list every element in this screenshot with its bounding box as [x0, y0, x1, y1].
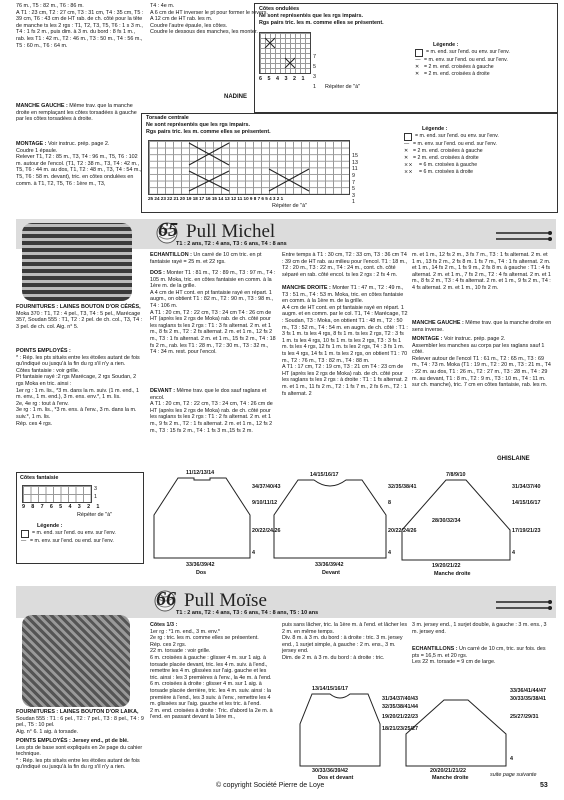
repeat-note: Répéter de "à" [272, 203, 307, 209]
assembly-instructions: MONTAGE : Voir instruc. prép. page 2. Assembler les manches au corps par les raglans sauf 1 côté. Relever autour de l'encol T1 : 61 m., T2 : 65 m., T3 : 69 m., T4 : 73 m. Moka (T1 : 19 m., T2 : 20 m., T3 : 21 m., T4 : 22 m. au dos, T1 : 26 m., T2 : 27 m., T3 : 28 m., T4 : 29 m. au devant, T1 : 8 m., T2 : 9 m., T3 : 10 m., T4 : 11 m. sur ch. manche), tric. 7 cm en côtes fantaisie, rab. les m. [412, 336, 551, 389]
repeat-note: Répéter de "à" [77, 512, 112, 518]
legend-item: ✕ = 2 m. end. croisées à droite [415, 70, 490, 77]
repeat-note: Répéter de "à" [325, 84, 360, 90]
pattern-title: Pull Moïse [184, 590, 267, 611]
cable-symbols [260, 33, 310, 73]
body: Voir instruc. prép. page 2. Coudre 1 épaule. Relever T1, T2 : 85 m., T3, T4 : 96 m., T5, T6 : 102 m. autour de l'encol. (T1, T2 : 38 m., T3, T4 : 42 m., T5, T6 : 44 m. au dos, T1, T2 : 48 m., T3, T4 : 54 m., T5, T6 : 58 m. devant), tric. en côtes ondulées en comm. à T1, T2, T5, T6 : 1ère m., T3, [16, 141, 142, 187]
cotes-ondulees-box [254, 3, 558, 113]
legend-item: — = m. env. sur l'end. ou end. sur l'env. [21, 537, 114, 544]
continuation-text-b: T4 : 4e m. A 6 cm de HT inverser le pt pour former le revers. A 12 cm de HT rab. les m. Coudre l'autre épaule, les côtes. Coudre le dessous des manches, les monter. [150, 3, 268, 36]
stitches-used: POINTS EMPLOYÉS : Jersey end., pt de blé. Les pts de base sont expliqués en 2e page du cahier technique. * : Rép. les pts situés entre les étoiles autant de fois qu'indiqué ou jusqu'à la fin du rg s'il n'y a rien. [16, 738, 143, 771]
stitch-grid [22, 485, 92, 503]
chart-note: Ne sont représentés que les rgs impairs. [259, 13, 363, 19]
heading: MANCHE GAUCHE : [16, 103, 68, 109]
stitch-grid [259, 32, 311, 74]
right-sleeve-instructions: MANCHE DROITE : Monter T1 : 47 m., T2 : 49 m., T3 : 51 m., T4 : 53 m. Moka, tric. en côtes fantaisie en comm. à la 1ère m. de la grille. A 4 cm de HT cont. en pt fantaisie rayé en répart. 1 augm. et en comm. par le col. T1, T4 : Marécage, T2 : Soudan, T3 : Moka, on obtient T1 : 48 m., T2 : 50 m., T3 : 52 m., T4 : 54 m. en augm. de ch. côté : T1 : 3 fs 1 m. ts les 4 rgs, 8 fs 1 m. ts les 2 rgs, T2 : 3 fs 1 m. ts les 4 rgs, 10 fs 1 m. ts les 2 rgs, T3 : 3 fs 1 m. ts les 4 rgs, 12 fs 1 m. ts les 2 rgs, T4 : 3 fs 1 m. ts les 4 rgs, 14 fs 1 m. ts les 2 rgs, on obtient T1 : 70 m., T2 : 76 m., T3 : 82 m., T4 : 88 m. A T1 : 17 cm, T2 : 19 cm, T3 : 21 cm T4 : 23 cm de HT (après les 2 rgs de Moka) rab. de ch. côté pour les raglans ts les 2 rgs : à droite : T1 : 1 fs alternat. 2 m. et 1 m., 11 fs 2 m., T2 : 1 fs 7 m., 2 fs 6 m., T2 : 1 fs alternat. 2 [282, 285, 408, 397]
legend-item: ✕ = 2 m. end. croisées à gauche [415, 63, 494, 70]
legend-item: = m. end. sur l'end. ou env. sur l'env. [415, 49, 550, 57]
decrease-text: puis sans lâcher, tric. la 1ère m. à l'end. et lâcher les 2 m. en même temps. Div. 8 m. à 3 m. du bord : à droite : tric. 3 m. jersey end., 1 surjet simple, à gauche : 2 m. ens., 3 m. jersey end. Dim. de 2 m. à 3 m. du bord : à droite : tric. [282, 622, 408, 661]
pattern-66-header [16, 586, 556, 618]
heading: MONTAGE : [16, 141, 47, 147]
raglan-text: m. et 1 m., 12 fs 2 m., 3 fs 7 m., T3 : 1 fs alternat. 2 m. et 1 m., 13 fs 2 m., 2 fs 8 m. 1 fs 7 m., T4 : 1 fs alternat. 2 m. et 1 m., 14 fs 2 m., 1 fs 9 m., 2 fs 8 m. à gauche : T1 : 4 fs alternat. 2 m. et 1 m., 7 fs 2 m., T2 : 4 fs alternat. 2 m. et 1 m., 8 fs 2 m., T3 : 4 fs alternat. 2 m. et 1 m., 9 fs 2 m., T4 : 4 fs alternat. 2 m. et 1 m., 10 fs 2 m. [412, 252, 553, 291]
stitches-used: POINTS EMPLOYÉS : * : Rép. les pts situés entre les étoiles autant de fois qu'indiqué ou jusqu'à la fin du rg s'il n'y a rien. Côtes fantaisie : voir grille. Pt fantaisie rayé :2 rgs Marécage, 2 rgs Soudan, 2 rgs Moka en tric. ainsi : 1er rg : 1 m. lis., *3 m. dans la m. suiv. (1 m. end., 1 m. env., 1 m. end.), 3 m. ens. env.*, 1 m. lis. 2e, 4e rg : tout à l'env. 3e rg : 1 m. lis., *3 m. ens. à l'env., 3 m. dans la m. suiv.*, 1 m. lis. Rép. ces 4 rgs. [16, 348, 140, 427]
legend: Légende : = m. end. sur l'end. ou env. sur l'env. — = m. env. sur l'end. ou end. sur l'env. ✕ = 2 m. end. croisées à gauche ✕ = 2 m. end. croisées à droite [415, 42, 550, 78]
pattern-number: 66 [156, 588, 176, 610]
assembly-instructions [16, 141, 144, 187]
row-numbers: 15 13 11 9 7 5 3 1 [352, 153, 358, 206]
pattern-65-schematics: 11/12/13/14 34/37/40/43 9/10/11/12 20/22/24/26 4 33/36/39/42 Dos 14/15/16/17 32/35/38/41 8 20/22/24/26 4 33/36/39/42 Devant 7/8/9/10 31/34/37/40 14/15/16/17 17/19/21/23 4 28/30/32/34 19/20/21/22 Manche droite [150, 470, 556, 582]
knitting-needles-icon [494, 598, 554, 612]
continued-note: suite page suivante [490, 772, 537, 778]
back-instructions: DOS : Monter T1 : 81 m., T2 : 89 m., T3 : 97 m., T4 : 105 m. Moka, tric. en côtes fantaisie en comm. à la 1ère m. de la grille. A 4 cm de HT cont. en pt fantaisie rayé en répart. 1 augm., on obtient T1 : 82 m., T2 : 90 m., T3 : 98 m., T4 : 106 m. A T1 : 20 cm, T2 : 22 cm, T3 : 24 cm T4 : 26 cm de HT (après les 2 rgs de Moka) rab. de ch. côté pour les raglans ts les 2 rgs : T1 : 3 fs alternat. 2 m. et 1 m., 8 fs 2 m., T2 : 2 fs alternat. 2 m. et 1 m., 12 fs 2 m., T3 : 1 fs alternat. 2 m. et 1 m., 15 fs 2 m., T4 : 18 fs 2 m., rab. les T1 : 28 m., T2 : 30 m., T3 : 32 m., T4 : 34 m. rest. pour l'encol. [150, 270, 276, 356]
knitting-needles-icon [494, 229, 554, 243]
rib-instructions: Côtes 1/3 : 1er rg : *1 m. end., 3 m. env.* 2e rg : tric. les m. comme elles se présentent. Rép. ces 2 rgs. 22 m. torsade : voir grille. 6 m. croisées à gauche : glisser 4 m. sur 1 aig. à torsade placée devant, tric. les 4 m. suiv. à l'end., remettre les 4 m. glissées sur l'aig. gauche et les tric. ainsi : les 3 premières à l'env., la 4e m. à l'end. 6 m. croisées à droite : glisser 4 m. sur 1 aig. à torsade placée derrière, tric. les 4 m. suiv. ainsi : la première à l'end., les 3 suiv. à l'env., remettre les 4 m. glissées sur l'aig. gauche et les tric. à l'end. 2 m. end. croisées à droite : Tric. d'abord la 2e m. à l'end. en passant devant la 1ère m., [150, 622, 273, 721]
chart-note: Ne sont représentés que les rgs impairs. [146, 122, 250, 128]
legend-item: ✕ = 2 m. end. croisées à gauche [404, 147, 483, 154]
chart-note: Rgs pairs tric. les m. comme elles se présentent. [259, 20, 384, 26]
cotes-fantaisie-box: Côtes fantaisie 3 1 9 8 7 6 5 4 3 2 1 Répéter de "à" Légende : = m. end. sur l'end. ou env. sur l'env. — = m. env. sur l'end. ou end. sur l'env. [16, 472, 144, 564]
gauge: ECHANTILLON : Un carré de 10 cm tric. en pt fantaisie rayé = 25 m. et 22 rgs. [150, 252, 263, 265]
pattern-title: Pull Michel [186, 221, 276, 242]
row-numbers: 3 1 [94, 486, 97, 500]
pattern-sizes: T1 : 2 ans, T2 : 4 ans, T3 : 6 ans, T4 : 8 ans, T5 : 10 ans [176, 610, 319, 616]
sweater-photo [22, 223, 132, 301]
decrease-text-cont: 3 m. jersey end., 1 surjet double, à gauche : 3 m. ens., 3 m. jersey end. [412, 622, 549, 635]
pattern-sizes: T1 : 2 ans, T2 : 4 ans, T3 : 6 ans, T4 : 8 ans [176, 241, 287, 247]
chart-note: Rgs pairs tric. les m. comme elles se présentent. [146, 129, 271, 135]
left-sleeve-instructions: MANCHE GAUCHE : Même trav. que la manche droite en sens inverse. [412, 320, 553, 333]
torsade-centrale-box [141, 113, 558, 213]
front-instructions: DEVANT : Même trav. que le dos sauf raglans et encol. A T1 : 20 cm, T2 : 22 cm, T3 : 24 cm, T4 : 26 cm de HT (après les 2 rgs de Moka) rab. de ch. côté pour les raglans ts les 2 rgs : T1 : 2 fs alternat. 2 m. et 1 m., 9 fs 2 m., T2 : 1 fs alternat. 2 m. et 1 m., 12 fs 2 m., T3 : 15 fs 2 m., T4 : 1 fs 3 m.,15 fs 2 m. [150, 388, 273, 434]
legend-item: ⨯⨯ = 6 m. croisées à gauche [404, 161, 478, 168]
column-numbers: 25 24 23 22 21 20 19 18 17 16 15 14 13 12 11 10 9 8 7 6 5 4 3 2 1 [148, 196, 284, 201]
column-numbers: 6 5 4 3 2 1 [259, 76, 307, 82]
legend: Légende : = m. end. sur l'end. ou env. sur l'env. — = m. env. sur l'end. ou end. sur l'env. [21, 523, 139, 545]
designer-name: NADINE [224, 94, 248, 100]
materials: FOURNITURES : LAINES BOUTON D'OR CÉRÈS, Moka 370 : T1, T2 : 4 pel., T3, T4 : 5 pel., Marécage 357, Soudan 555 : T1, T2 : 2 pel. de ch. col., T3, T4 : 3 pel. de ch. col. Aig. n° 5. [16, 304, 144, 330]
pattern-66-schematics: 13/14/15/16/17 31/34/37/40/43 32/35/38/41/44 19/20/21/22/23 18/21/23/25/27 30/33/36/39/42 Dos et devant 33/36/41/44/47 30/33/35/38/41 25/27/29/31 4 20/20/21/21/22 Manche droite [284, 686, 556, 782]
legend-item: = m. end. sur l'end. ou env. sur l'env. [21, 530, 139, 538]
row-numbers: 7 5 3 1 [313, 54, 316, 90]
materials: FOURNITURES : LAINES BOUTON D'OR LAIKA, Soudan 555 : T1 : 6 pel., T2 : 7 pel., T3 : 8 pel., T4 : 9 pel., T5 : 10 pel. Aig. n° 6. 1 aig. à torsade. [16, 709, 144, 735]
legend-item: = m. end. sur l'end. ou env. sur l'env. [404, 133, 554, 141]
chart-title: Torsade centrale [146, 115, 189, 121]
sweater-photo [22, 615, 130, 707]
designer-name: GHISLAINE [497, 456, 530, 462]
chart-title: Côtes ondulées [259, 6, 300, 12]
stitch-grid [148, 140, 350, 195]
legend: Légende : = m. end. sur l'end. ou env. sur l'env. — = m. env. sur l'end. ou end. sur l'env. ✕ = 2 m. end. croisées à gauche ✕ = 2 m. end. croisées à droite ⨯⨯ = 6 m. croisées à gauche ⨯⨯ = 6 m. croisées à droite [404, 126, 554, 176]
legend-item: ⨯⨯ = 6 m. croisées à droite [404, 168, 474, 175]
legend-item: — = m. env. sur l'end. ou end. sur l'env. [404, 140, 497, 147]
column-numbers: 9 8 7 6 5 4 3 2 1 [22, 504, 102, 510]
neckline-text: Entre temps à T1 : 30 cm, T2 : 33 cm, T3 : 36 cm T4 : 39 cm de HT rab. au milieu pour l'encol. T1 : 18 m., T2 : 20 m., T3 : 22 m., T4 : 24 m., cont. ch. côté séparé en rab. côté encol. ts les 2 rgs : 2 fs 4 m. [282, 252, 409, 278]
body: Même trav. que la manche droite en remplaçant les côtes torsadées à gauche par les côtes torsadées à droite. [16, 103, 139, 123]
cable-symbols [149, 141, 349, 194]
page-number: 53 [540, 782, 548, 789]
continuation-text: 76 m., T5 : 82 m., T6 : 86 m. A T1 : 23 cm, T2 : 27 cm, T3 : 31 cm, T4 : 35 cm, T5 : 39 cm, T6 : 43 cm de HT rab. de ch. côté pour la tête de manche ts les 2 rgs : T1, T2, T3, T5, T6 : 1 s 3 m., T4 : 1 fs 2 m., puis dim. à 3 m. du bord : 8 fs 1 m., rab. les T1 : 42 m., T2 : 46 m., T3 : 50 m., T4 : 56 m., T5 : 60 m., T6 : 64 m. [16, 3, 144, 49]
legend-item: ✕ = 2 m. end. croisées à droite [404, 154, 479, 161]
pattern-number: 65 [158, 219, 178, 241]
copyright: © copyright Société Pierre de Loye [216, 782, 325, 789]
legend-item: — = m. env. sur l'end. ou end. sur l'env. [415, 56, 508, 63]
gauge: ECHANTILLONS : Un carré de 10 cm, tric. sur fois. des pts = 16,5 m. et 20 rgs. Les 22 m. torsade = 9 cm de large. [412, 646, 546, 666]
left-sleeve-instructions [16, 103, 144, 123]
